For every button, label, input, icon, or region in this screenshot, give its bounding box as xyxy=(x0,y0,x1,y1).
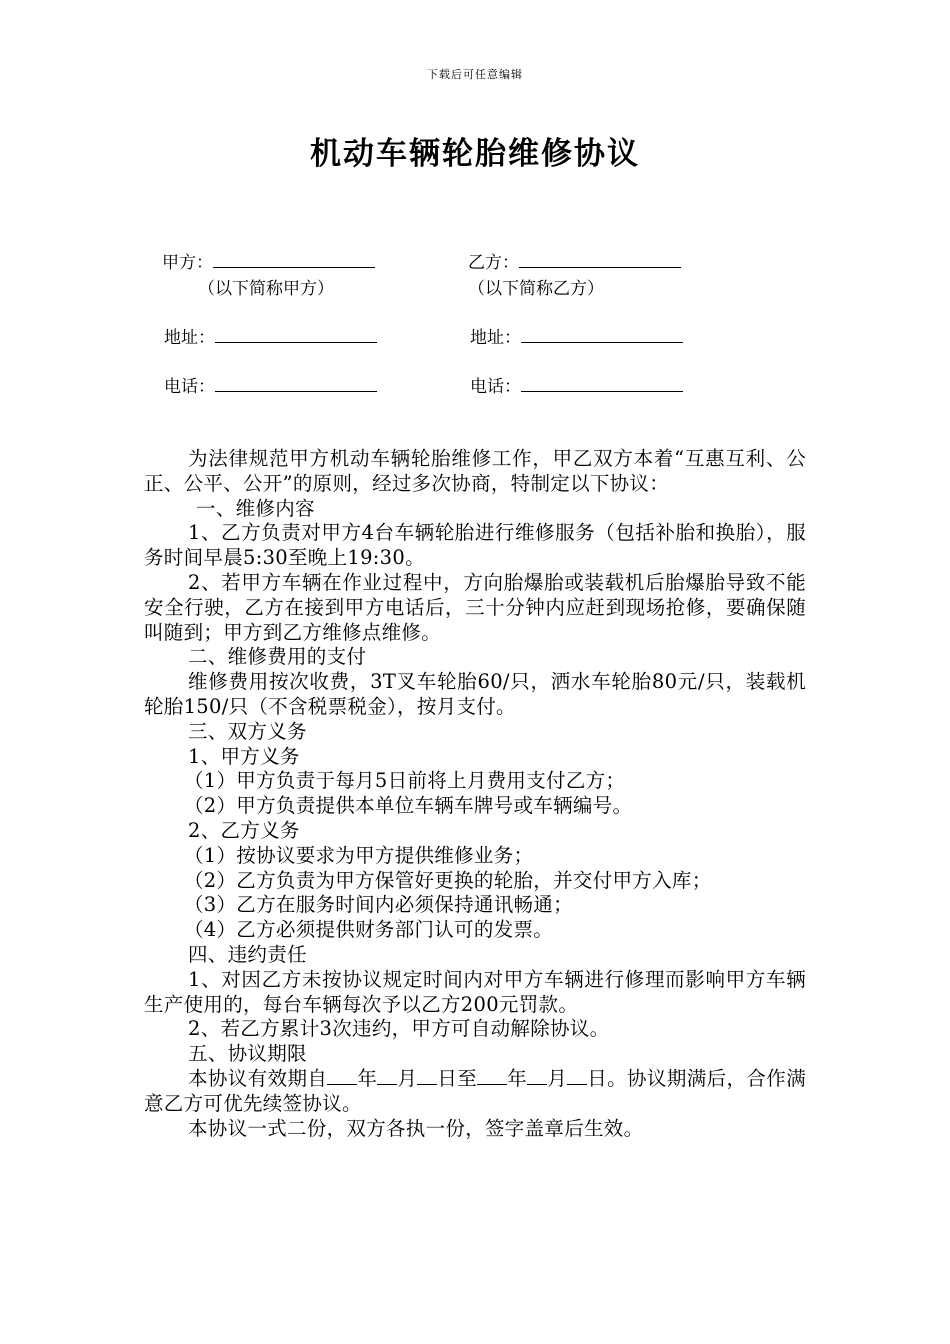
section-4-heading: 四、违约责任 xyxy=(188,942,307,966)
party-b-phone-field xyxy=(470,374,683,400)
party-a-address-label: 地址： xyxy=(164,328,215,348)
document-title: 机动车辆轮胎维修协议 xyxy=(310,136,640,172)
party-b-address-field xyxy=(470,325,683,351)
section-3-party-a-item-2: （2）甲方负责提供本单位车辆车牌号或车辆编号。 xyxy=(184,794,633,818)
start-day-blank[interactable] xyxy=(417,1068,437,1085)
section-4-clause-1: 1、对因乙方未按协议规定时间内对甲方车辆进行修理而影响甲方车辆生产使用的，每台车辆每次予以乙方200元罚款。 xyxy=(144,967,806,1016)
party-b-name-label: 乙方： xyxy=(468,253,519,273)
section-1-clause-2: 2、若甲方车辆在作业过程中，方向胎爆胎或装载机后胎爆胎导致不能安全行驶，乙方在接到甲方电话后，三十分钟内应赶到现场抢修，要确保随叫随到；甲方到乙方维修点维修。 xyxy=(144,570,806,644)
term-year-1: 年 xyxy=(357,1066,378,1090)
party-a-name-sub: （以下简称甲方） xyxy=(198,279,334,299)
start-month-blank[interactable] xyxy=(377,1068,397,1085)
term-month-2: 月 xyxy=(547,1066,568,1090)
term-year-2: 年 xyxy=(507,1066,528,1090)
party-a-phone-label: 电话： xyxy=(164,377,215,397)
party-a-address-field xyxy=(164,325,377,351)
section-5-clause-2: 本协议一式二份，双方各执一份，签字盖章后生效。 xyxy=(188,1116,644,1140)
header-note: 下载后可任意编辑 xyxy=(427,68,523,81)
section-3-party-b-heading: 2、乙方义务 xyxy=(188,818,300,842)
party-b-address-label: 地址： xyxy=(470,328,521,348)
party-b-address-blank[interactable] xyxy=(521,328,683,343)
section-1-heading: 一、维修内容 xyxy=(196,496,315,520)
agreement-body xyxy=(144,447,806,1141)
start-year-blank[interactable] xyxy=(327,1068,357,1085)
section-3-party-b-item-2: （2）乙方负责为甲方保管好更换的轮胎，并交付甲方入库； xyxy=(184,868,712,892)
section-3-party-a-item-1: （1）甲方负责于每月5日前将上月费用支付乙方； xyxy=(184,769,626,793)
section-2-heading: 二、维修费用的支付 xyxy=(188,645,367,669)
party-b-name-field xyxy=(468,250,681,302)
party-a-name-blank[interactable] xyxy=(213,253,375,268)
term-day-1: 日至 xyxy=(437,1066,478,1090)
party-a-name-field xyxy=(162,250,375,302)
section-2-clause-1: 维修费用按次收费，3T叉车轮胎60/只，洒水车轮胎80元/只，装载机轮胎150/只（不含税票税金），按月支付。 xyxy=(144,670,806,718)
term-text-start: 本协议有效期自 xyxy=(188,1066,328,1090)
end-month-blank[interactable] xyxy=(527,1068,547,1085)
section-5-heading: 五、协议期限 xyxy=(188,1042,307,1066)
section-3-heading: 三、双方义务 xyxy=(188,719,307,743)
party-a-address-blank[interactable] xyxy=(215,328,377,343)
section-3-party-b-item-4: （4）乙方必须提供财务部门认可的发票。 xyxy=(184,918,554,942)
section-3-party-b-item-3: （3）乙方在服务时间内必须保持通讯畅通； xyxy=(184,893,573,917)
section-1-clause-1: 1、乙方负责对甲方4台车辆轮胎进行维修服务（包括补胎和换胎），服务时间早晨5:30至晚上19:30。 xyxy=(144,521,806,570)
section-3-party-b-item-1: （1）按协议要求为甲方提供维修业务； xyxy=(184,843,534,867)
end-day-blank[interactable] xyxy=(567,1068,587,1085)
term-month-1: 月 xyxy=(397,1066,418,1090)
preamble: 为法律规范甲方机动车辆轮胎维修工作，甲乙双方本着“互惠互利、公正、公平、公开”的原则，经过多次协商，特制定以下协议： xyxy=(144,447,806,495)
section-5-clause-1 xyxy=(144,1067,806,1117)
party-a-phone-blank[interactable] xyxy=(215,377,377,392)
party-b-phone-label: 电话： xyxy=(470,377,521,397)
party-b-name-blank[interactable] xyxy=(519,253,681,268)
party-b-name-sub: （以下简称乙方） xyxy=(468,279,604,299)
party-a-name-label: 甲方： xyxy=(162,253,213,273)
end-year-blank[interactable] xyxy=(477,1068,507,1085)
party-a-phone-field xyxy=(164,374,377,400)
party-b-phone-blank[interactable] xyxy=(521,377,683,392)
term-day-2: 日。协议期满后，合作满意乙方可优先续签协议。 xyxy=(144,1066,806,1115)
section-3-party-a-heading: 1、甲方义务 xyxy=(188,744,300,768)
section-4-clause-2: 2、若乙方累计3次违约，甲方可自动解除协议。 xyxy=(188,1017,610,1041)
